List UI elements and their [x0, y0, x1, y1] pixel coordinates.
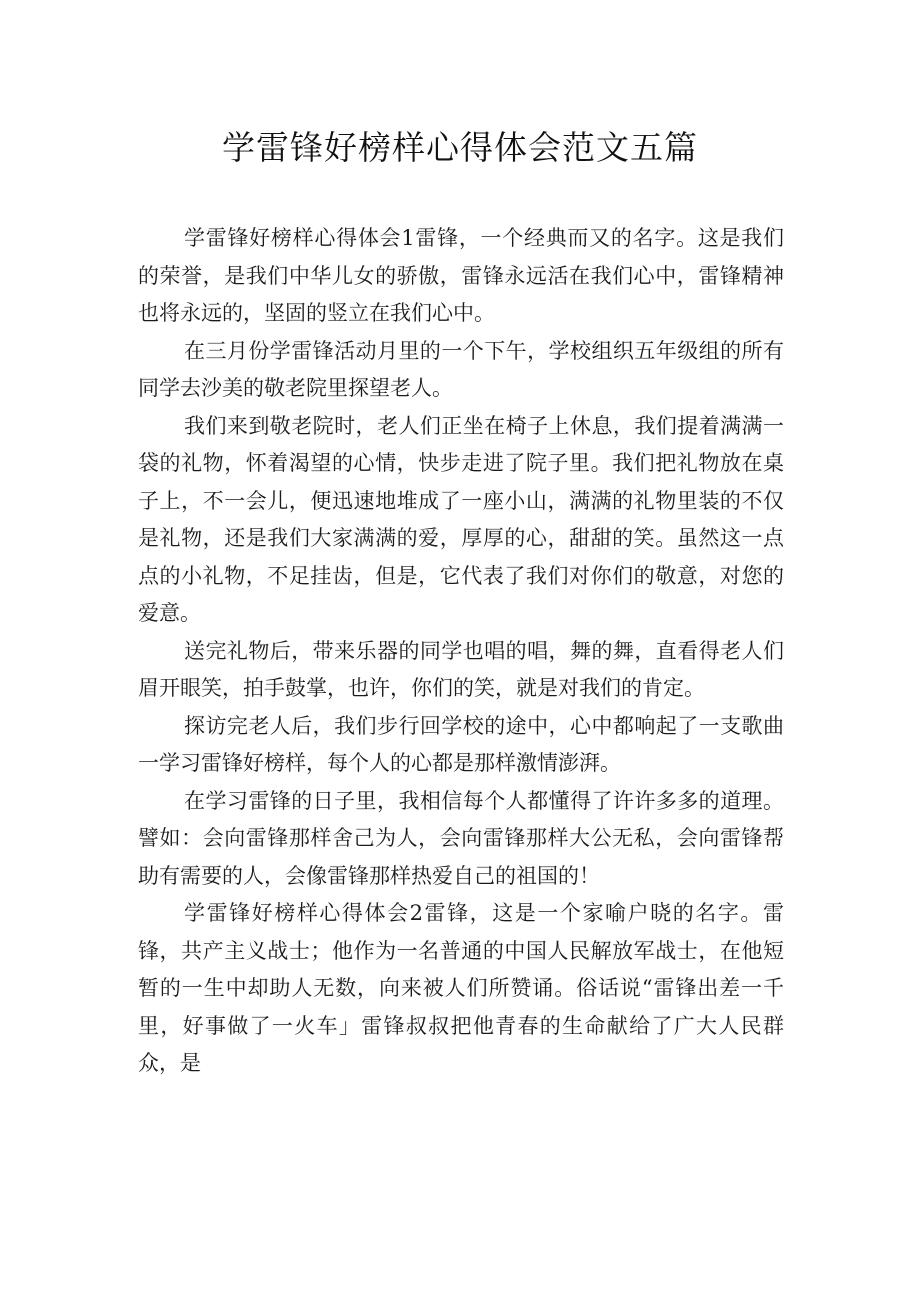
paragraph: 学雷锋好榜样心得体会2雷锋，这是一个家喻户晓的名字。雷锋，共产主义战士；他作为一名普通的中国人民解放军战士，在他短暂的一生中却助人无数，向来被人们所赞诵。俗话说“雷锋出差一千里，好事做了一火车」雷锋叔叔把他青春的生命献给了广大人民群众，是: [138, 901, 784, 1075]
document-title: 学雷锋好榜样心得体会范文五篇: [222, 128, 698, 167]
paragraph: 我们来到敬老院时，老人们正坐在椅子上休息，我们提着满满一袋的礼物，怀着渴望的心情，快步走进了院子里。我们把礼物放在桌子上，不一会儿，便迅速地堆成了一座小山，满满的礼物里装的不仅是礼物，还是我们大家满满的爱，厚厚的心，甜甜的笑。虽然这一点点的小礼物，不足挂齿，但是，它代表了我们对你们的敬意，对您的爱意。: [138, 413, 784, 625]
paragraph: 探访完老人后，我们步行回学校的途中，心中都响起了一支歌曲一学习雷锋好榜样，每个人的心都是那样激情澎湃。: [138, 713, 784, 775]
paragraph: 送完礼物后，带来乐器的同学也唱的唱，舞的舞，直看得老人们眉开眼笑，拍手鼓掌，也许，你们的笑，就是对我们的肯定。: [138, 638, 784, 700]
paragraph: 在三月份学雷锋活动月里的一个下午，学校组织五年级组的所有同学去沙美的敬老院里探望老人。: [138, 338, 784, 400]
paragraph: 学雷锋好榜样心得体会1雷锋，一个经典而又的名字。这是我们的荣誉，是我们中华儿女的骄傲，雷锋永远活在我们心中，雷锋精神也将永远的，坚固的竖立在我们心中。: [138, 226, 784, 325]
paragraph: 在学习雷锋的日子里，我相信每个人都懂得了许许多多的道理。譬如：会向雷锋那样舍己为人，会向雷锋那样大公无私，会向雷锋帮助有需要的人，会像雷锋那样热爱自己的祖国的！: [138, 788, 784, 888]
document-body: [138, 220, 784, 1083]
